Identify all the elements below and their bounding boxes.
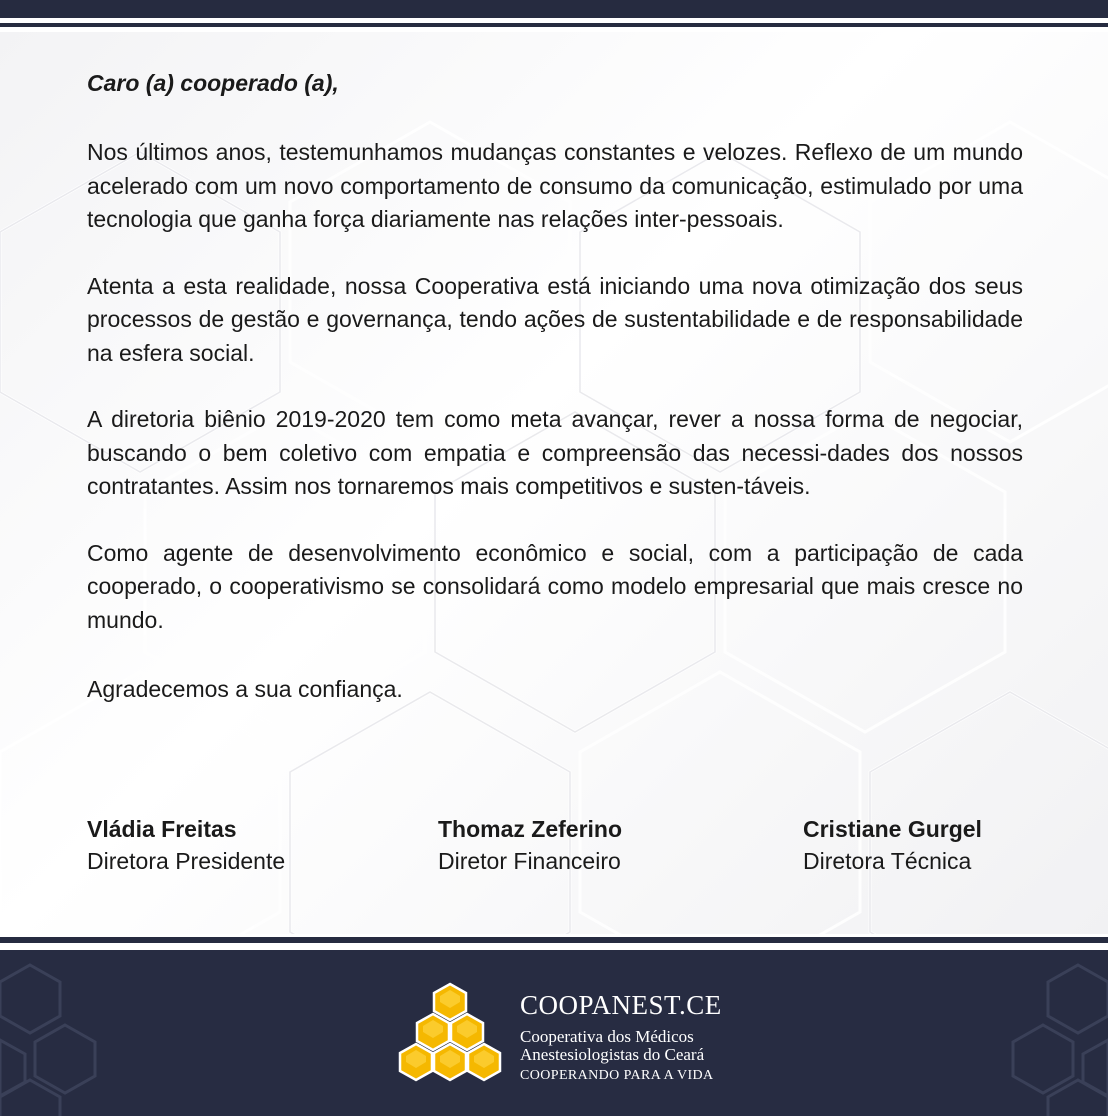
- paragraph: Nos últimos anos, testemunhamos mudanças constantes e velozes. Reflexo de um mundo acelerado com um novo comportamento de consumo da comunicação, estimulado por uma tecnologia que ganha força diariamente nas relações inter-pessoais.: [87, 139, 1023, 232]
- divider-stripe: [0, 937, 1108, 943]
- brand-name: COOPANEST.CE: [520, 990, 722, 1020]
- closing-line: Agradecemos a sua confiança.: [87, 676, 403, 702]
- paragraph: A diretoria biênio 2019-2020 tem como meta avançar, rever a nossa forma de negociar, buscando o bem coletivo com empatia e compreensão das necessi-dades dos nossos contratantes. Assim nos tornaremos mais competitivos e susten-táveis.: [87, 406, 1023, 499]
- signature-block: [0, 814, 1108, 894]
- paragraph: Como agente de desenvolvimento econômico e social, com a participação de cada cooperado, o cooperativismo se consolidará como modelo empresarial que mais cresce no mundo.: [87, 539, 1023, 633]
- top-thin-stripe: [0, 23, 1108, 27]
- signatory: [803, 814, 982, 878]
- brand-tagline: COOPERANDO PARA A VIDA: [520, 1068, 714, 1083]
- signatory: [87, 814, 285, 878]
- greeting: Caro (a) cooperado (a),: [87, 70, 339, 96]
- brand-block: [520, 990, 722, 1086]
- footer-divider: [0, 934, 1108, 950]
- signatory-name: Thomaz Zeferino: [438, 816, 623, 842]
- top-border: [0, 0, 1108, 32]
- signatory-role: Diretor Financeiro: [438, 848, 621, 874]
- paragraph: Atenta a esta realidade, nossa Cooperativa está iniciando uma nova otimização dos seus processos de gestão e governança, tendo ações de sustentabilidade e de responsabilidade na esfera social.: [87, 272, 1023, 366]
- letter-body: [87, 68, 1023, 740]
- signatory-role: Diretora Técnica: [803, 848, 972, 874]
- signatory: [438, 814, 622, 878]
- brand-line-2: Anestesiologistas do Ceará: [520, 1045, 705, 1064]
- brand-line-1: Cooperativa dos Médicos: [520, 1027, 694, 1046]
- footer-banner: [0, 950, 1108, 1116]
- letter-panel: [0, 32, 1108, 934]
- signatory-name: Vládia Freitas: [87, 816, 237, 842]
- top-dark-stripe: [0, 0, 1108, 18]
- honeycomb-logo-icon: [390, 978, 510, 1098]
- signatory-role: Diretora Presidente: [87, 848, 286, 874]
- signatory-name: Cristiane Gurgel: [803, 816, 982, 842]
